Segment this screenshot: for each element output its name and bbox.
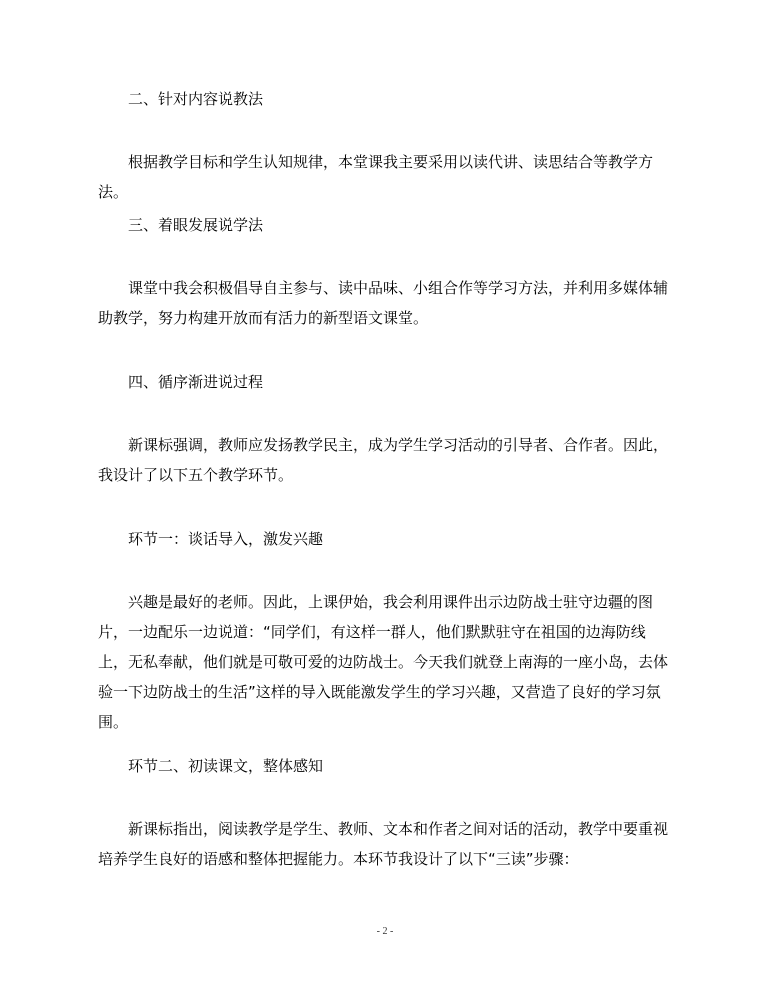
heading-process: 四、循序渐进说过程 [128, 373, 264, 391]
paragraph-learning-method: 课堂中我会积极倡导自主参与、读中品味、小组合作等学习方法，并利用多媒体辅助教学，努力构建开放而有活力的新型语文课堂。 [98, 279, 669, 327]
paragraph-step-two: 新课标指出，阅读教学是学生、教师、文本和作者之间对话的活动，教学中要重视培养学生良好的语感和整体把握能力。本环节我设计了以下“三读”步骤： [98, 820, 669, 868]
page-number: - 2 - [376, 926, 394, 937]
paragraph-teaching-method: 根据教学目标和学生认知规律，本堂课我主要采用以读代讲、读思结合等教学方法。 [98, 153, 654, 201]
paragraph-process: 新课标强调，教师应发扬教学民主，成为学生学习活动的引导者、合作者。因此，我设计了以下五个教学环节。 [98, 436, 669, 484]
paragraph-step-one: 兴趣是最好的老师。因此，上课伊始，我会利用课件出示边防战士驻守边疆的图片，一边配乐一边说道：“同学们，有这样一群人，他们默默驻守在祖国的边海防线上，无私奉献，他们就是可敬可爱的边防战士。今天我们就登上南海的一座小岛，去体验一下边防战士的生活”这样的导入既能激发学生的学习兴趣，又营造了良好的学习氛围。 [98, 593, 669, 731]
heading-teaching-method: 二、针对内容说教法 [128, 90, 264, 108]
heading-step-one: 环节一：谈话导入，激发兴趣 [128, 530, 324, 548]
heading-learning-method: 三、着眼发展说学法 [128, 216, 264, 234]
heading-step-two: 环节二、初读课文，整体感知 [128, 757, 324, 775]
